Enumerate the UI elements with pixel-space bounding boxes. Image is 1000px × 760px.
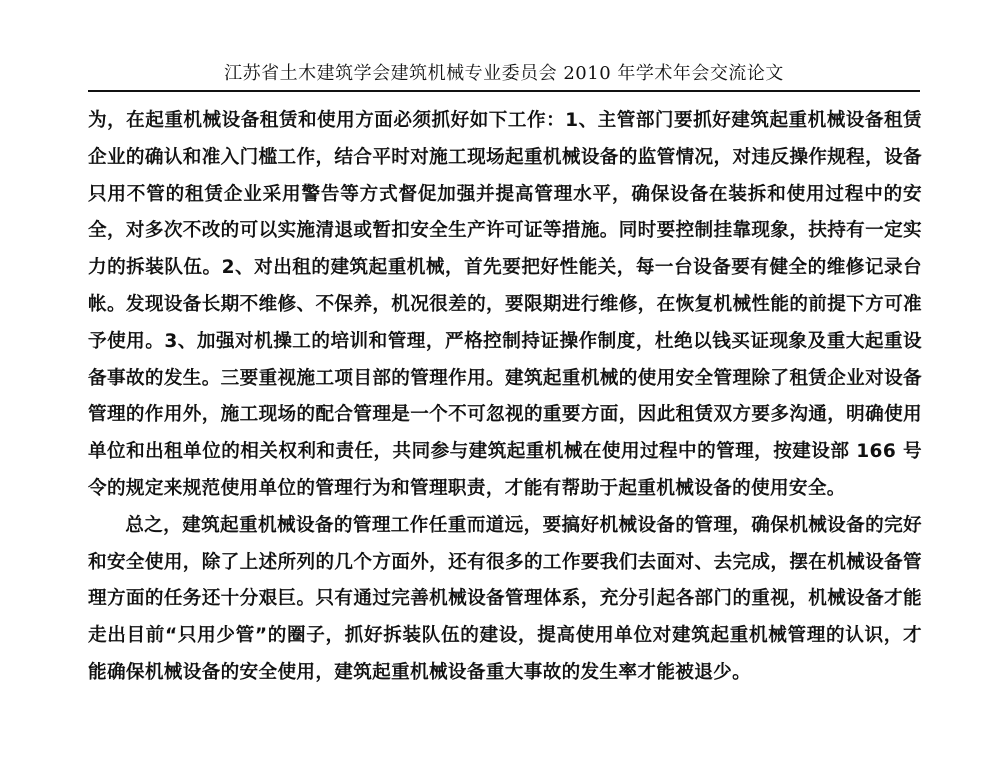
body-text (88, 103, 922, 692)
paragraph-conclusion: 总之，建筑起重机械设备的管理工作任重而道远，要搞好机械设备的管理，确保机械设备的完好和安全使用，除了上述所列的几个方面外，还有很多的工作要我们去面对、去完成，摆在机械设备管理方面的任务还十分艰巨。只有通过完善机械设备管理体系，充分引起各部门的重视，机械设备才能走出目前“只用少管”的圈子，抓好拆装队伍的建设，提高使用单位对建筑起重机械管理的认识，才能确保机械设备的安全使用，建筑起重机械设备重大事故的发生率才能被退少。 (88, 514, 922, 683)
paragraph-rental-management: 为，在起重机械设备租赁和使用方面必须抓好如下工作：1、主管部门要抓好建筑起重机械设备租赁企业的确认和准入门槛工作，结合平时对施工现场起重机械设备的监管情况，对违反操作规程，设备只用不管的租赁企业采用警告等方式督促加强并提高管理水平，确保设备在装拆和使用过程中的安全，对多次不改的可以实施清退或暂扣安全生产许可证等措施。同时要控制挂靠现象，扶持有一定实力的拆装队伍。2、对出租的建筑起重机械，首先要把好性能关，每一台设备要有健全的维修记录台帐。发现设备长期不维修、不保养，机况很差的，要限期进行维修，在恢复机械性能的前提下方可准予使用。3、加强对机操工的培训和管理，严格控制持证操作制度，杜绝以钱买证现象及重大起重设备事故的发生。三要重视施工项目部的管理作用。建筑起重机械的使用安全管理除了租赁企业对设备管理的作用外，施工现场的配合管理是一个不可忽视的重要方面，因此租赁双方要多沟通，明确使用单位和出租单位的相关权利和责任，共同参与建筑起重机械在使用过程中的管理，按建设部 166 号令的规定来规范使用单位的管理行为和管理职责，才能有帮助于起重机械设备的使用安全。 (88, 110, 922, 499)
running-header: 江苏省土木建筑学会建筑机械专业委员会 2010 年学术年会交流论文 (224, 63, 784, 84)
header-rule (88, 90, 920, 92)
